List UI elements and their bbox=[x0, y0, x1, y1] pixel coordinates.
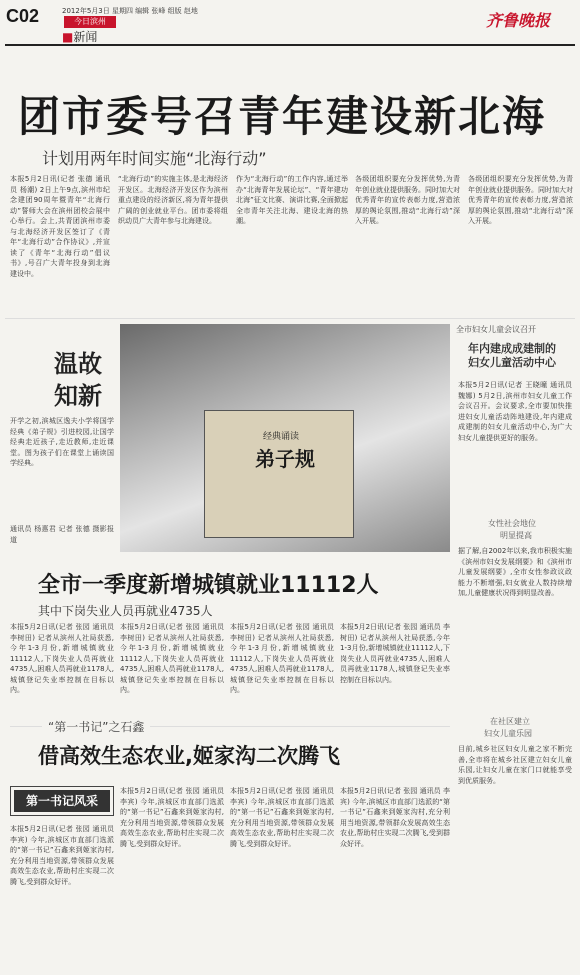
newspaper-logo: 齐鲁晚报 bbox=[486, 11, 551, 30]
lead-column-1: 本报5月2日讯(记者 张德 通讯员 杨潮) 2日上午9点,滨州市纪念建团90周年暨青年“北海行动”誓师大会在滨州团校会展中心举行。会上,共青团滨州市委与北海经济开发区签订了《青年“北海行动”合作协议》,并宣读了《青年“北海行动”倡议书》,号召广大青年投身到北海建设中。 bbox=[10, 175, 110, 278]
date-line: 2012年5月3日 星期四 编辑 张峰 组版 赵地 bbox=[62, 7, 198, 15]
lead-column-4: 各级团组织要充分发挥优势,为青年创业就业提供服务。同时加大对优秀青年的宣传表彰力度,营造浓厚的舆论氛围,推动“北海行动”深入开展。 bbox=[355, 175, 460, 225]
book-cover bbox=[204, 410, 354, 538]
book-title: 弟子规 bbox=[255, 447, 315, 471]
right-text-3: 目前,城乡社区妇女儿童之家不断完善,全市将在城乡社区建立妇女儿童乐园,让妇女儿童在家门口就能享受到优质服务。 bbox=[458, 745, 572, 785]
stone-headline: 借高效生态农业,姬家沟二次腾飞 bbox=[38, 744, 340, 768]
section-name bbox=[62, 28, 97, 45]
right-text: 本报5月2日讯(记者 王晓曈 通讯员 魏娜) 5月2日,滨州市妇女儿童工作会议召开。会议要求,全市要加快推进妇女儿童活动阵地建设,年内建成成建制的妇女儿童活动中心,为广大妇女儿童提供更好的服务。 bbox=[458, 381, 572, 442]
stone-text-1: 本报5月2日讯(记者 张园 通讯员 李宾) 今年,滨城区市直部门选派的“第一书记”石鑫来到姬家沟村,充分利用当地资源,带领群众发展高效生态农业,帮助村庄实现二次腾飞,受到群众好评。 bbox=[10, 825, 114, 886]
right-sub2-a: 在社区建立 bbox=[490, 717, 530, 726]
side-title-2: 知新 bbox=[54, 381, 102, 410]
employment-text-2: 本报5月2日讯(记者 张园 通讯员 李树田) 记者从滨州人社局获悉,今年1-3月份,新增城镇就业11112人,下岗失业人员再就业4735人,困难人员再就业1178人,城镇登记失业率控制在目标以内。 bbox=[120, 623, 224, 694]
right-sub2-b: 妇女儿童乐园 bbox=[484, 729, 532, 738]
side-title-1: 温故 bbox=[54, 349, 102, 378]
section-top-badge: 今日滨州 bbox=[64, 16, 116, 28]
right-label: 全市妇女儿童会议召开 bbox=[456, 325, 536, 334]
lead-subheadline: 计划用两年时间实施“北海行动” bbox=[42, 149, 267, 168]
stone-kicker: “第一书记”之石鑫 bbox=[42, 718, 150, 735]
employment-text-1: 本报5月2日讯(记者 张园 通讯员 李树田) 记者从滨州人社局获悉,今年1-3月份,新增城镇就业11112人,下岗失业人员再就业4735人,困难人员再就业1178人,城镇登记失业率控制在目标以内。 bbox=[10, 623, 114, 694]
section-label: 新闻 bbox=[73, 30, 98, 44]
page-number: C02 bbox=[6, 6, 40, 26]
section-marker-icon: ■ bbox=[62, 30, 74, 44]
right-headline-2: 妇女儿童活动中心 bbox=[468, 356, 556, 369]
side-credit: 通讯员 杨惠君 记者 张德 摄影报道 bbox=[10, 525, 114, 544]
book-series: 经典诵读 bbox=[263, 432, 300, 442]
employment-text-4: 本报5月2日讯(记者 张园 通讯员 李树田) 记者从滨州人社局获悉,今年1-3月份,新增城镇就业11112人,下岗失业人员再就业4735人,困难人员再就业1178人,城镇登记失业率控制在目标以内。 bbox=[340, 623, 450, 684]
right-sub1-a: 女性社会地位 bbox=[488, 519, 536, 528]
stone-text-4: 本报5月2日讯(记者 张园 通讯员 李宾) 今年,滨城区市直部门选派的“第一书记”石鑫来到姬家沟村,充分利用当地资源,带领群众发展高效生态农业,帮助村庄实现二次腾飞,受到群众好评。 bbox=[340, 787, 450, 848]
side-caption: 开学之初,滨城区逸夫小学将国学经典《弟子规》引进校园,让国学经典走近孩子,走近教师,走近课堂。图为孩子们在课堂上诵读国学经典。 bbox=[10, 417, 114, 467]
employment-subheadline: 其中下岗失业人员再就业4735人 bbox=[38, 604, 213, 618]
employment-text-3: 本报5月2日讯(记者 张园 通讯员 李树田) 记者从滨州人社局获悉,今年1-3月份,新增城镇就业11112人,下岗失业人员再就业4735人,困难人员再就业1178人,城镇登记失业率控制在目标以内。 bbox=[230, 623, 334, 694]
lead-headline: 团市委号召青年建设新北海 bbox=[18, 92, 547, 141]
lead-column-5: 各级团组织要充分发挥优势,为青年创业就业提供服务。同时加大对优秀青年的宣传表彰力度,营造浓厚的舆论氛围,推动“北海行动”深入开展。 bbox=[468, 175, 573, 225]
section-divider bbox=[5, 318, 575, 319]
right-text-2: 据了解,自2002年以来,我市积极实施《滨州市妇女发展纲要》和《滨州市儿童发展纲要》,全市女性参政议政能力不断增强,妇女就业人数持续增加,儿童健康状况得到明显改善。 bbox=[458, 547, 572, 597]
right-sub1-b: 明显提高 bbox=[500, 531, 532, 540]
stone-box bbox=[10, 786, 114, 816]
stone-text-3: 本报5月2日讯(记者 张园 通讯员 李宾) 今年,滨城区市直部门选派的“第一书记”石鑫来到姬家沟村,充分利用当地资源,带领群众发展高效生态农业,帮助村庄实现二次腾飞,受到群众好评。 bbox=[230, 787, 334, 848]
lead-column-3: 作为“北海行动”的工作内容,通过举办“北海青年发展论坛”、“青年建功北海”征文比赛、演讲比赛,全面掀起全市青年关注北海、建设北海的热潮。 bbox=[236, 175, 348, 225]
header-rule bbox=[5, 44, 575, 46]
stone-text-2: 本报5月2日讯(记者 张园 通讯员 李宾) 今年,滨城区市直部门选派的“第一书记”石鑫来到姬家沟村,充分利用当地资源,带领群众发展高效生态农业,帮助村庄实现二次腾飞,受到群众好评。 bbox=[120, 787, 224, 848]
lead-column-2: “北海行动”的实施主体,是北海经济开发区。北海经济开发区作为滨州重点建设的经济新区,将为青年提供广阔的创业就业平台。团市委将组织动员广大青年参与北海建设。 bbox=[118, 175, 228, 225]
employment-headline: 全市一季度新增城镇就业11112人 bbox=[38, 573, 379, 598]
right-headline-1: 年内建成成建制的 bbox=[468, 342, 556, 355]
stone-box-label: 第一书记风采 bbox=[14, 790, 110, 812]
classroom-photo bbox=[120, 324, 450, 552]
